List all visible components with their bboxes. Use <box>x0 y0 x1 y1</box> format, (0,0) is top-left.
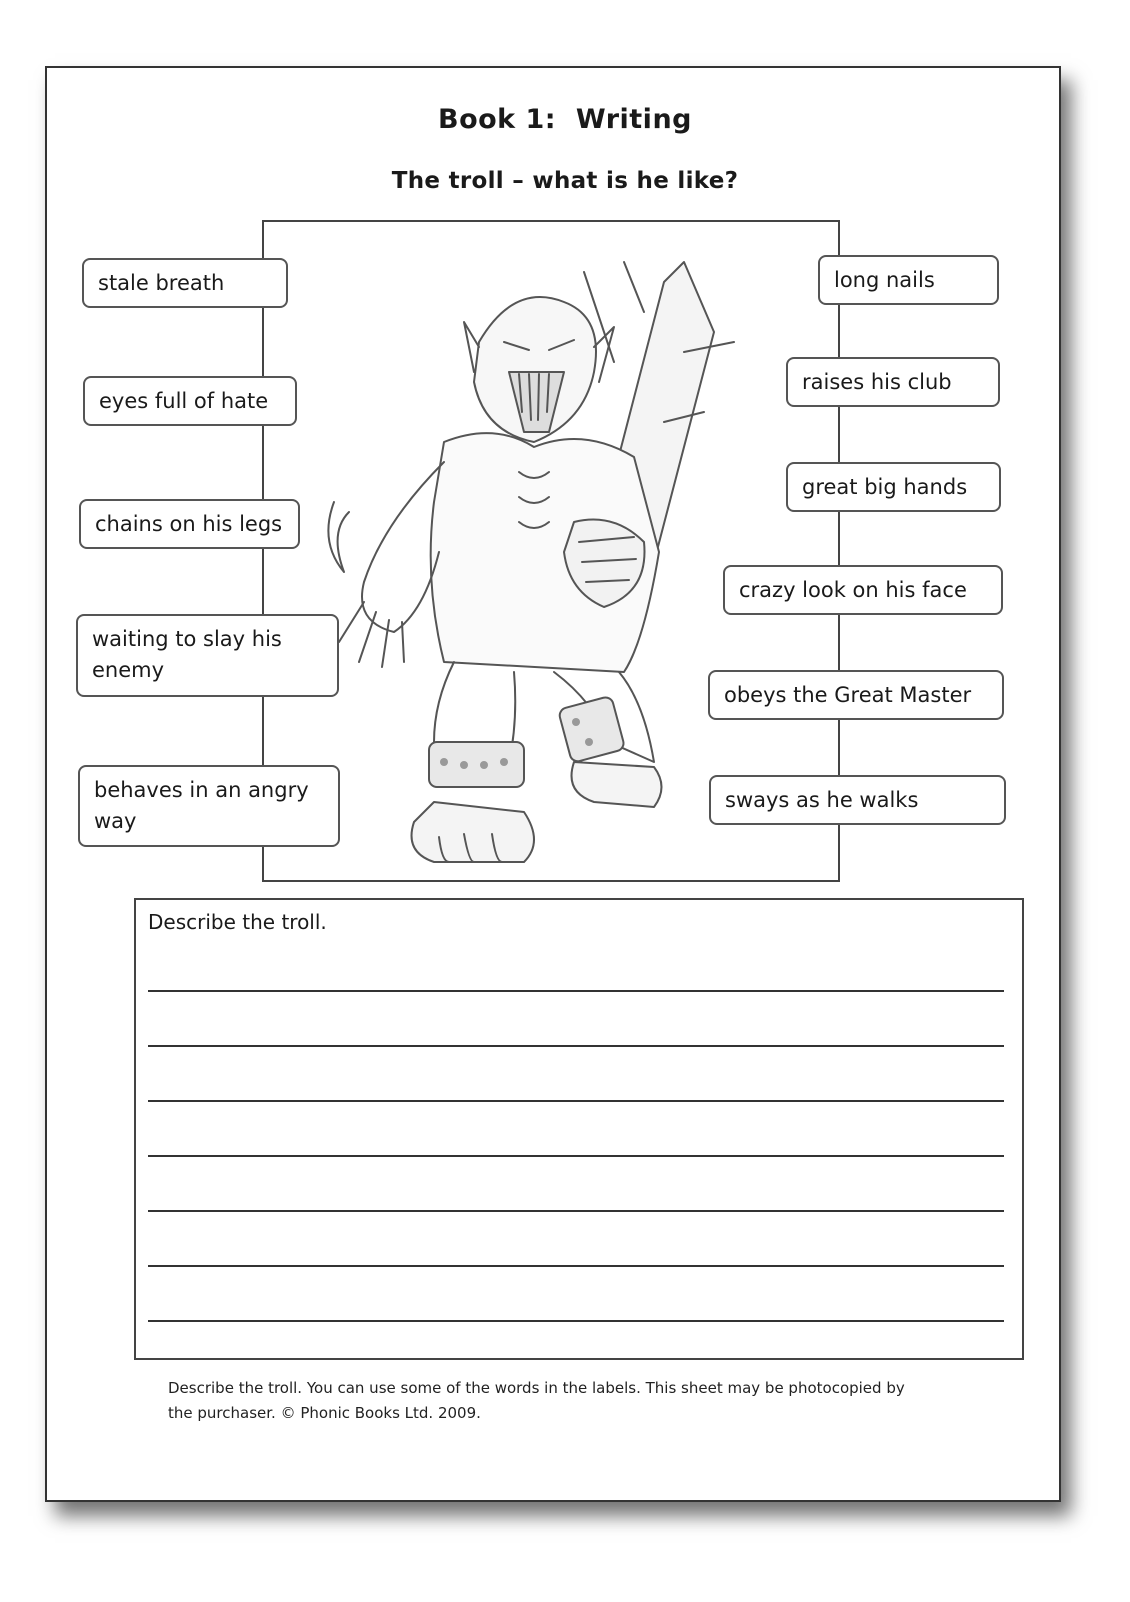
label-raises-club: raises his club <box>786 357 1000 407</box>
writing-line[interactable] <box>148 1265 1004 1267</box>
label-obeys-master: obeys the Great Master <box>708 670 1004 720</box>
writing-line[interactable] <box>148 1320 1004 1322</box>
writing-box[interactable] <box>134 898 1024 1360</box>
label-stale-breath: stale breath <box>82 258 288 308</box>
writing-line[interactable] <box>148 990 1004 992</box>
label-sways-walks: sways as he walks <box>709 775 1006 825</box>
label-crazy-look: crazy look on his face <box>723 565 1003 615</box>
label-long-nails: long nails <box>818 255 999 305</box>
label-great-big-hands: great big hands <box>786 462 1001 512</box>
page-title: Book 1: Writing <box>437 104 692 135</box>
writing-line[interactable] <box>148 1210 1004 1212</box>
label-chains-on-legs: chains on his legs <box>79 499 300 549</box>
label-waiting-to-slay: waiting to slay his enemy <box>76 614 339 697</box>
writing-line[interactable] <box>148 1100 1004 1102</box>
writing-prompt: Describe the troll. <box>148 910 327 934</box>
page-subtitle: The troll – what is he like? <box>391 168 739 194</box>
label-eyes-full-of-hate: eyes full of hate <box>83 376 297 426</box>
writing-line[interactable] <box>148 1045 1004 1047</box>
label-behaves-angry: behaves in an angry way <box>78 765 340 847</box>
writing-line[interactable] <box>148 1155 1004 1157</box>
footer-note: Describe the troll. You can use some of the words in the labels. This sheet may be photocopied by the purchaser. © Phonic Books Ltd. 2009. <box>168 1379 905 1422</box>
